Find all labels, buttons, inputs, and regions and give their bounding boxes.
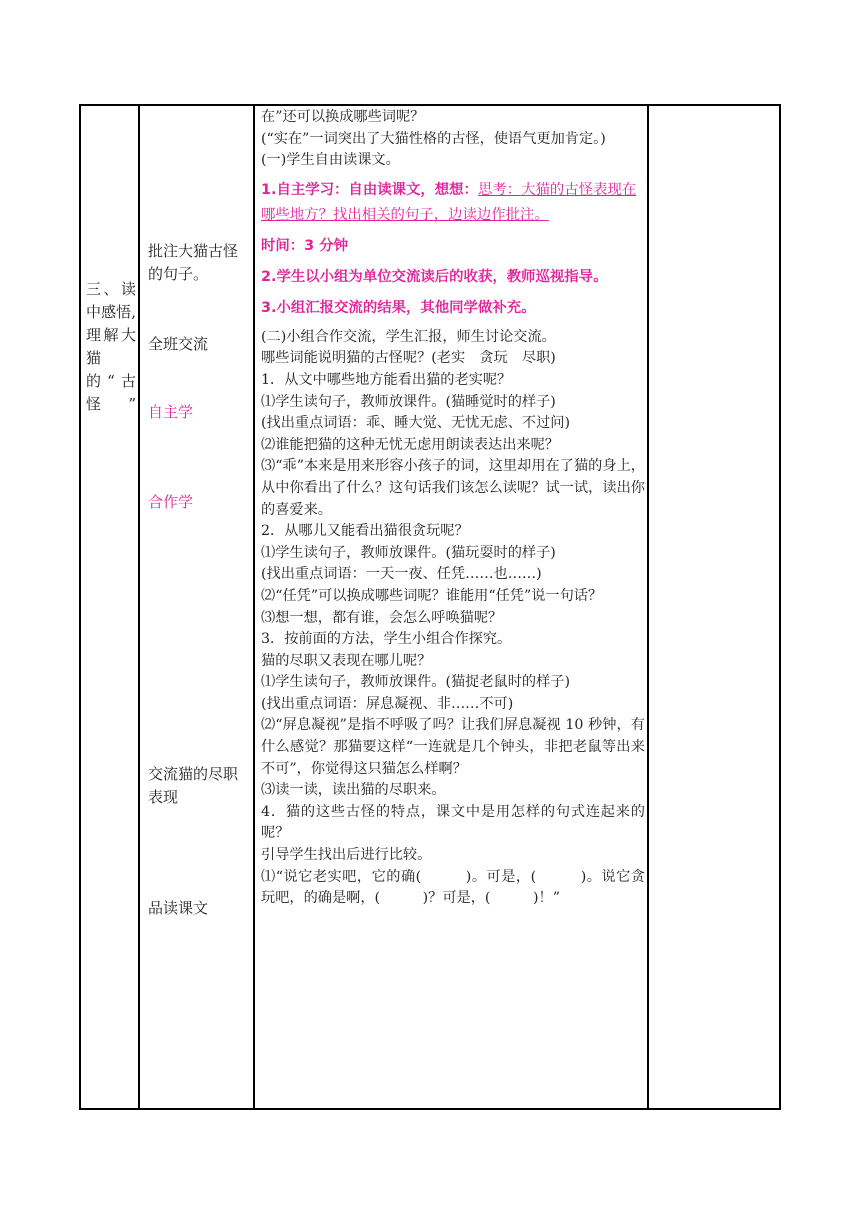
- column-divider-1: [138, 106, 140, 1108]
- content-line: 1．从文中哪些地方能看出猫的老实呢？: [261, 371, 512, 388]
- step-duty-exchange: 交流猫的尽职表现: [148, 765, 239, 806]
- content-line: ⑴学生读句子，教师放课件。(猫捉老鼠时的样子): [261, 674, 571, 691]
- group-report: 3.小组汇报交流的结果，其他同学做补充。: [261, 299, 536, 316]
- content-line: ⑵“任凭”可以换成哪些词呢？谁能用“任凭”说一句话？: [261, 587, 603, 604]
- content-line: (二)小组合作交流，学生汇报，师生讨论交流。: [261, 328, 556, 345]
- content-line: ⑴学生读句子，教师放课件。(猫睡觉时的样子): [261, 393, 556, 410]
- lesson-content: [261, 107, 645, 910]
- content-line: 引导学生找出后进行比较。: [261, 847, 432, 864]
- content-line: (找出重点词语：一天一夜、任凭……也……): [261, 566, 542, 583]
- self-study-instruction: [261, 178, 645, 228]
- content-line: (一)学生自由读课文。: [261, 152, 400, 169]
- step-annotate: 批注大猫古怪的句子。: [148, 242, 239, 283]
- content-line: 猫的尽职又表现在哪儿呢？: [261, 652, 432, 669]
- step-class-exchange: 全班交流: [148, 335, 209, 353]
- content-line: ⑴学生读句子，教师放课件。(猫玩耍时的样子): [261, 544, 556, 561]
- instruction-lead: 1.自主学习：自由读课文，想想：: [261, 181, 478, 198]
- column-divider-2: [253, 106, 255, 1108]
- lesson-table: [79, 104, 781, 1110]
- content-line: (找出重点词语：乖、睡大觉、无忧无虑、不过问): [261, 415, 571, 432]
- instruction-underlined: 思考：大猫的古怪表现在哪些地方？找出相关的句子，边读边作批注。: [261, 181, 637, 223]
- content-line: (找出重点词语：屏息凝视、非……不可): [261, 695, 514, 712]
- content-line: 2．从哪儿又能看出猫很贪玩呢？: [261, 523, 469, 540]
- content-line: 在”还可以换成哪些词呢？: [261, 109, 425, 125]
- content-line: ⑵谁能把猫的这种无忧无虑用朗读表达出来呢？: [261, 436, 559, 453]
- content-line: ⑶想一想，都有谁，会怎么呼唤猫呢？: [261, 609, 503, 626]
- content-line: ⑴“说它老实吧，它的确( )。可是，( )。说它贪玩吧，的确是啊，( )？可是，( )！”: [261, 868, 645, 907]
- step-cooperative-study: 合作学: [148, 493, 194, 511]
- content-line: ⑶“乖”本来是用来形容小孩子的词，这里却用在了猫的身上，从中你看出了什么？这句话我们该怎么读呢？试一试，读出你的喜爱来。: [261, 458, 645, 518]
- content-line: ⑵“屏息凝视”是指不呼吸了吗？让我们屏息凝视 10 秒钟，有什么感觉？那猫要这样“一连就是几个钟头，非把老鼠等出来不可”，你觉得这只猫怎么样啊？: [261, 717, 645, 777]
- content-line: ⑶读一读，读出猫的尽职来。: [261, 782, 446, 799]
- step-self-study: 自主学: [148, 403, 194, 421]
- group-exchange: 2.学生以小组为单位交流读后的收获，教师巡视指导。: [261, 268, 608, 285]
- section-title: 三、读中感悟,理解大猫的“古怪”: [86, 280, 136, 413]
- time-limit: 时间：3 分钟: [261, 237, 348, 254]
- content-line: 哪些词能说明猫的古怪呢？(老实 贪玩 尽职): [261, 350, 556, 367]
- content-line: 3．按前面的方法，学生小组合作探究。: [261, 631, 512, 648]
- step-read-text: 品读课文: [148, 899, 209, 917]
- content-line: 4．猫的这些古怪的特点，课文中是用怎样的句式连起来的呢？: [261, 803, 645, 842]
- column-divider-3: [647, 106, 649, 1108]
- content-line: (“实在”一词突出了大猫性格的古怪，使语气更加肯定。): [261, 130, 606, 147]
